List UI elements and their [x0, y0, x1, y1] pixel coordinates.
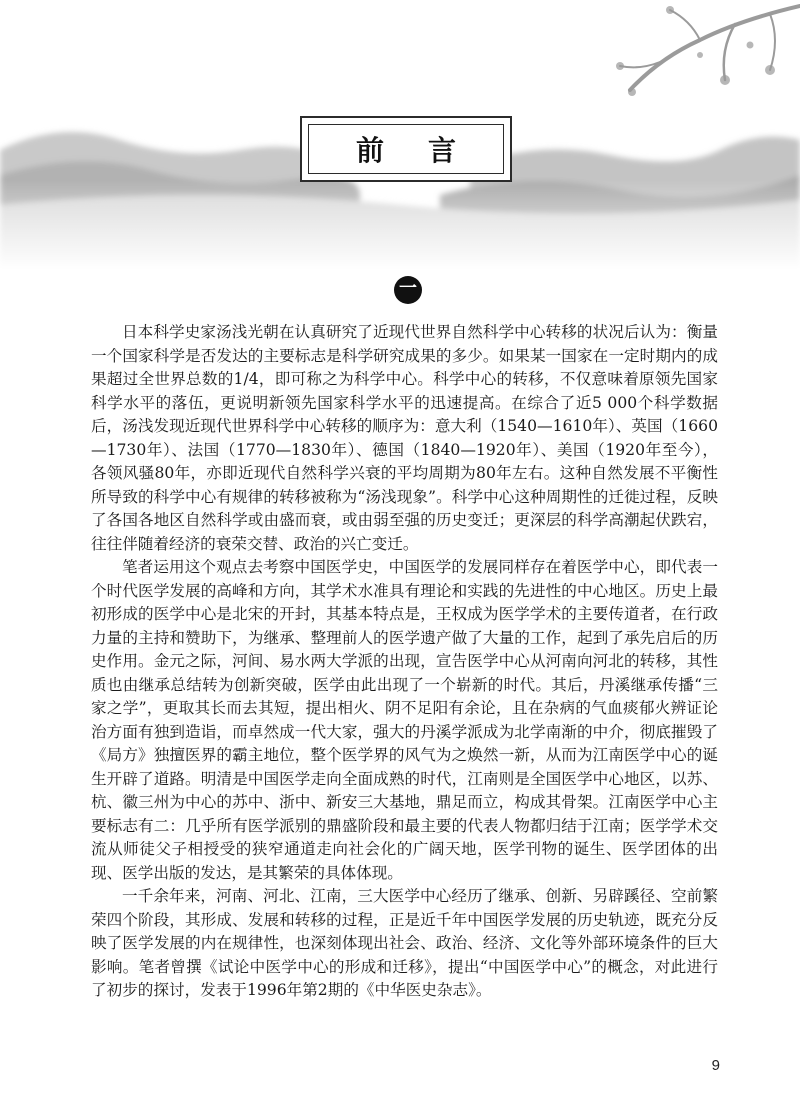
section-number: 一	[399, 278, 417, 299]
paragraph-3: 一千余年来，河南、河北、江南，三大医学中心经历了继承、创新、另辟蹊径、空前繁荣四个阶段，其形成、发展和转移的过程，正是近千年中国医学发展的历史轨迹，既充分反映了医学发展的内在规律性，也深刻体现出社会、政治、经济、文化等外部环境条件的巨大影响。笔者曾撰《试论中医学中心的形成和迁移》，提出“中国医学中心”的概念，对此进行了初步的探讨，发表于1996年第2期的《中华医史杂志》。	[91, 887, 718, 999]
page-title: 前言	[355, 134, 500, 167]
paragraph-1: 日本科学史家汤浅光朝在认真研究了近现代世界自然科学中心转移的状况后认为：衡量一个国家科学是否发达的主要标志是科学研究成果的多少。如果某一国家在一定时期内的成果超过全世界总数的1/4，即可称之为科学中心。科学中心的转移，不仅意味着原领先国家科学水平的落伍，更说明新领先国家科学水平的迅速提高。在综合了近5 000个科学数据后，汤浅发现近现代世界科学中心转移的顺序为：意大利（1540—1610年）、英国（1660—1730年）、法国（1770—1830年）、德国（1840—1920年）、美国（1920年至今），各领风骚80年，亦即近现代自然科学兴衰的平均周期为80年左右。这种自然发展不平衡性所导致的科学中心有规律的转移被称为“汤浅现象”。科学中心这种周期性的迁徙过程，反映了各国各地区自然科学或由盛而衰，或由弱至强的历史变迁；更深层的科学高潮起伏跌宕，往往伴随着经济的衰荣交替、政治的兴亡变迁。	[91, 323, 718, 553]
body-text	[91, 321, 718, 1003]
title-frame	[300, 116, 512, 182]
paragraph-2: 笔者运用这个观点去考察中国医学史，中国医学的发展同样存在着医学中心，即代表一个时代医学发展的高峰和方向，其学术水准具有理论和实践的先进性的中心地区。历史上最初形成的医学中心是北宋的开封，其基本特点是，王权成为医学学术的主要传道者，在行政力量的主持和赞助下，为继承、整理前人的医学遗产做了大量的工作，起到了承先启后的历史作用。金元之际，河间、易水两大学派的出现，宣告医学中心从河南向河北的转移，其性质也由继承总结转为创新突破，医学由此出现了一个崭新的时代。其后，丹溪继承传播“三家之学”，更取其长而去其短，提出相火、阴不足阳有余论，且在杂病的气血痰郁火辨证论治方面有独到造诣，而卓然成一代大家，强大的丹溪学派成为北学南渐的中介，彻底摧毁了《局方》独擅医界的霸主地位，整个医学界的风气为之焕然一新，从而为江南医学中心的诞生开辟了道路。明清是中国医学走向全面成熟的时代，江南则是全国医学中心地区，以苏、杭、徽三州为中心的苏中、浙中、新安三大基地，鼎足而立，构成其骨架。江南医学中心主要标志有二：几乎所有医学派别的鼎盛阶段和最主要的代表人物都归结于江南；医学学术交流从师徒父子相授受的狭窄通道走向社会化的广阔天地，医学刊物的诞生、医学团体的出现、医学出版的发达，是其繁荣的具体体现。	[91, 558, 718, 882]
title-inner-frame	[308, 124, 504, 174]
section-number-badge	[394, 276, 422, 304]
page-number: 9	[711, 1057, 720, 1074]
